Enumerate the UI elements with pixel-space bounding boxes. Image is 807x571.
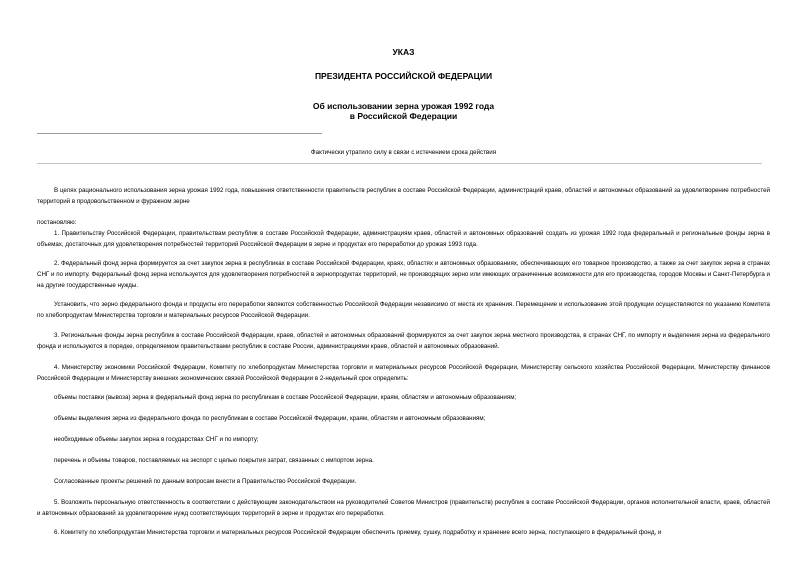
clause-5: 5. Возложить персональную ответственность в соответствии с действующим законодательством на руководителей Советов Министров (правительств) республик в составе Российской Федерации, органов исполнительной власти, краев, областей и автономных образований за удовлетворение нужд соответствующих территорий в зерне и продуктах его переработки.	[37, 499, 770, 517]
clause-4-item-1: объемы поставки (вывоза) зерна в федеральный фонд зерна по республикам в составе Российской Федерации, краям, областям и автономным образованиям;	[54, 394, 517, 401]
header-divider	[37, 133, 322, 134]
preamble-paragraph: В целях рационального использования зерна урожая 1992 года, повышения ответственности правительств республик в составе Российской Федерации, администраций краев, областей и автономных образований за удовлетворение потребностей территорий в продовольственном и фуражном зерне	[37, 187, 770, 205]
decree-word: постановляю:	[37, 219, 77, 226]
clause-2-ownership: Установить, что зерно федерального фонда и продукты его переработки являются собственностью Российской Федерации независимо от места их хранения. Перемещение и использование этой продукции осуществляются по указанию Комитета по хлебопродуктам Министерства торговли и материальных ресурсов Российской Федерации.	[37, 301, 770, 319]
clause-4-item-3: необходимые объемы закупок зерна в государствах СНГ и по импорту;	[54, 436, 259, 443]
clause-4-item-2: объемы выделения зерна из федерального фонда по республикам в составе Российской Федерации, краям, областям и автономным образованиям;	[54, 415, 486, 422]
subject-line-1: Об использовании зерна урожая 1992 года	[312, 101, 495, 111]
clause-4-submission: Согласованные проекты решений по данным вопросам внести в Правительство Российской Федерации.	[54, 478, 357, 485]
clause-6: 6. Комитету по хлебопродуктам Министерства торговли и материальных ресурсов Российской Федерации обеспечить приемку, сушку, подработку и хранение всего зерна, поступающего в федеральный фонд, и	[54, 529, 662, 536]
clause-2: 2. Федеральный фонд зерна формируется за счет закупок зерна в республиках в составе Российской Федерации, краях, областях и автономных образованиях, обеспечивающих его товарное производство, а также за счет закупок зерна в странах СНГ и по импорту. Федеральный фонд зерна используется для удовлетворения потребностей в зернопродуктах территорий, не производящих зерно или имеющих ограниченные возможности для его производства, городов Москвы и Санкт-Петербурга и на другие государственные нужды.	[37, 260, 770, 289]
clause-3: 3. Региональные фонды зерна республик в составе Российской Федерации, краев, областей и автономных образований формируются за счет закупок зерна местного производства, в странах СНГ, по импорту и выделения зерна из федерального фонда и используются в порядке, определяемом правительствами республик в составе России, администрациями краев, областей и автономных образований.	[37, 332, 770, 350]
clause-1: 1. Правительству Российской Федерации, правительствам республик в составе Российской Федерации, администрациям краев, областей и автономных образований создать из урожая 1992 года федеральный и региональные фонды зерна в объемах, достаточных для удовлетворения потребностей территорий Российской Федерации в зерне и продуктах его переработки до урожая 1993 года.	[37, 230, 770, 248]
clause-4-item-4: перечень и объемы товаров, поставляемых на экспорт с целью покрытия затрат, связанных с импортом зерна.	[54, 457, 374, 464]
subject-line-2: в Российской Федерации	[349, 111, 458, 121]
clause-4: 4. Министерству экономики Российской Федерации, Комитету по хлебопродуктам Министерства торговли и материальных ресурсов Российской Федерации, Министерству сельского хозяйства Российской Федерации, Министерству финансов Российской Федерации и Министерству внешних экономических связей Российской Федерации в 2-недельный срок определить:	[37, 364, 770, 382]
issuer: ПРЕЗИДЕНТА РОССИЙСКОЙ ФЕДЕРАЦИИ	[314, 71, 493, 81]
status-note: Фактически утратило силу в связи с истечением срока действия	[310, 149, 497, 156]
note-divider	[37, 163, 762, 164]
document-type: УКАЗ	[392, 47, 415, 57]
